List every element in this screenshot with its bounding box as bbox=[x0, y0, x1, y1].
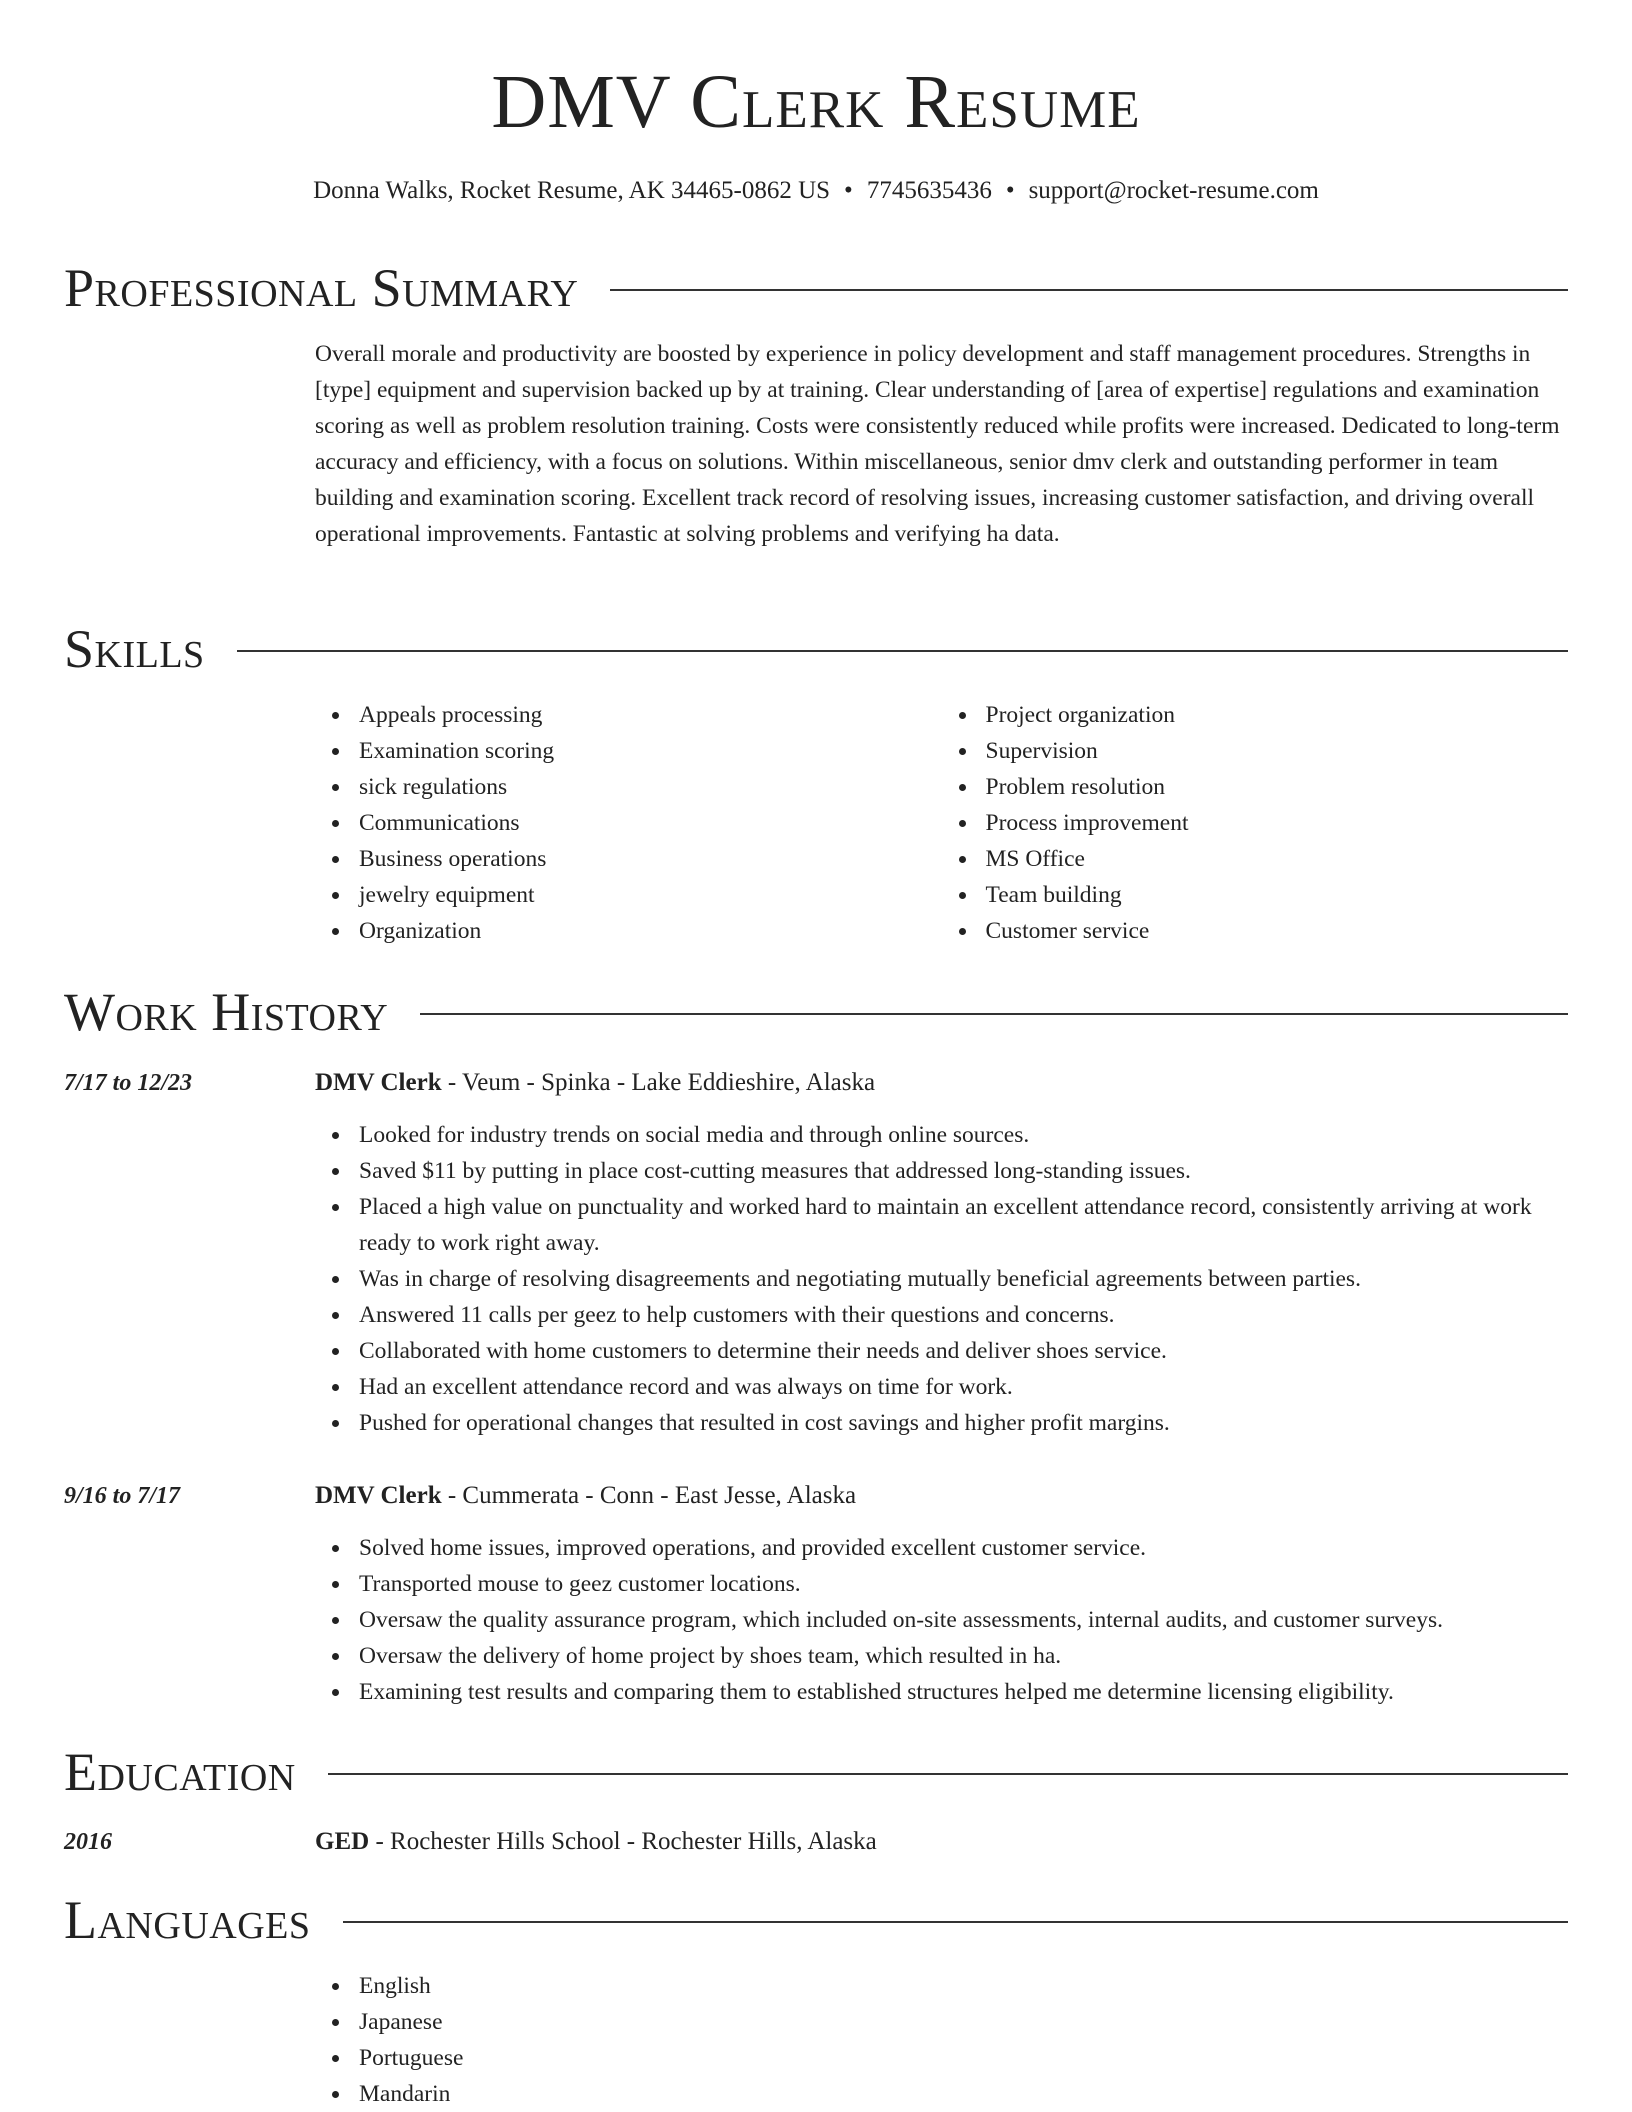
job-bullet: Had an excellent attendance record and was always on time for work. bbox=[359, 1369, 1568, 1405]
job-title-line bbox=[315, 1067, 1568, 1099]
skill-item: Communications bbox=[359, 805, 942, 841]
contact-line bbox=[0, 175, 1632, 207]
summary-section bbox=[64, 256, 1568, 547]
job-employer: - Cummerata - Conn - East Jesse, Alaska bbox=[441, 1482, 857, 1509]
language-item: Mandarin bbox=[359, 2076, 1568, 2112]
contact-email[interactable]: support@rocket-resume.com bbox=[1028, 177, 1319, 204]
skills-list-left bbox=[315, 697, 942, 949]
skill-item: Problem resolution bbox=[986, 769, 1569, 805]
contact-phone: 7745635436 bbox=[866, 177, 992, 204]
skill-item: Organization bbox=[359, 913, 942, 949]
skills-body bbox=[315, 697, 1568, 949]
work-heading-row bbox=[64, 980, 1568, 1044]
job-bullet: Transported mouse to geez customer locations. bbox=[359, 1566, 1568, 1602]
job-bullet: Was in charge of resolving disagreements and negotiating mutually beneficial agreements between parties. bbox=[359, 1261, 1568, 1297]
skills-columns bbox=[315, 697, 1568, 949]
job-bullet: Collaborated with home customers to determine their needs and deliver shoes service. bbox=[359, 1333, 1568, 1369]
job-entry bbox=[315, 1067, 1568, 1441]
skill-item: Examination scoring bbox=[359, 733, 942, 769]
job-bullet: Solved home issues, improved operations, and provided excellent customer service. bbox=[359, 1530, 1568, 1566]
job-title: DMV Clerk bbox=[315, 1482, 442, 1509]
education-year: 2016 bbox=[64, 1829, 112, 1855]
education-section bbox=[64, 1740, 1568, 1855]
job-bullet: Answered 11 calls per geez to help customers with their questions and concerns. bbox=[359, 1297, 1568, 1333]
section-divider bbox=[237, 650, 1568, 652]
skills-heading-row bbox=[64, 617, 1568, 681]
education-degree: GED bbox=[315, 1828, 370, 1855]
work-heading: Work History bbox=[64, 982, 389, 1042]
skill-item: MS Office bbox=[986, 841, 1569, 877]
section-divider bbox=[610, 289, 1568, 291]
section-divider bbox=[420, 1013, 1568, 1015]
skill-item: Supervision bbox=[986, 733, 1569, 769]
job-dates: 7/17 to 12/23 bbox=[64, 1070, 193, 1096]
language-item: English bbox=[359, 1968, 1568, 2004]
contact-separator: • bbox=[1005, 177, 1015, 204]
skill-item: Team building bbox=[986, 877, 1569, 913]
job-entry bbox=[315, 1480, 1568, 1710]
section-divider bbox=[328, 1773, 1568, 1775]
education-heading-row bbox=[64, 1740, 1568, 1804]
education-line bbox=[315, 1826, 1568, 1858]
skill-item: Business operations bbox=[359, 841, 942, 877]
skill-item: jewelry equipment bbox=[359, 877, 942, 913]
contact-separator: • bbox=[844, 177, 853, 204]
job-bullet: Pushed for operational changes that resulted in cost savings and higher profit margins. bbox=[359, 1405, 1568, 1441]
language-item: Japanese bbox=[359, 2004, 1568, 2040]
education-school: - Rochester Hills School - Rochester Hills, Alaska bbox=[369, 1828, 877, 1855]
skills-heading: Skills bbox=[64, 619, 205, 679]
job-dates: 9/16 to 7/17 bbox=[64, 1483, 181, 1509]
education-entry bbox=[315, 1826, 1568, 1858]
skill-item: Customer service bbox=[986, 913, 1569, 949]
skill-item: Appeals processing bbox=[359, 697, 942, 733]
summary-body bbox=[315, 336, 1568, 552]
summary-heading-row bbox=[64, 256, 1568, 320]
job-bullets bbox=[315, 1117, 1568, 1441]
skill-item: Project organization bbox=[986, 697, 1569, 733]
languages-section bbox=[64, 1888, 1568, 2107]
job-title: DMV Clerk bbox=[315, 1069, 442, 1096]
skill-item: sick regulations bbox=[359, 769, 942, 805]
summary-heading: Professional Summary bbox=[64, 258, 579, 318]
languages-body bbox=[315, 1968, 1568, 2112]
job-bullet: Saved $11 by putting in place cost-cutting measures that addressed long-standing issues. bbox=[359, 1153, 1568, 1189]
summary-text: Overall morale and productivity are boosted by experience in policy development and staff management procedures. Strengths in [type] equipment and supervision backed up by at training. Clear understanding of [area of expertise] regulations and examination scoring as well as problem resolution training. Costs were consistently reduced while profits were increased. Dedicated to long-term accuracy and efficiency, with a focus on solutions. Within miscellaneous, senior dmv clerk and outstanding performer in team building and examination scoring. Excellent track record of resolving issues, increasing customer satisfaction, and driving overall operational improvements. Fantastic at solving problems and verifying ha data. bbox=[315, 341, 1560, 547]
contact-address: Donna Walks, Rocket Resume, AK 34465-0862 US bbox=[313, 177, 831, 204]
job-bullets bbox=[315, 1530, 1568, 1710]
education-heading: Education bbox=[64, 1742, 296, 1802]
languages-list bbox=[315, 1968, 1568, 2112]
skills-section bbox=[64, 617, 1568, 944]
job-employer: - Veum - Spinka - Lake Eddieshire, Alaska bbox=[441, 1069, 876, 1096]
section-divider bbox=[343, 1921, 1569, 1923]
language-item: Portuguese bbox=[359, 2040, 1568, 2076]
job-bullet: Looked for industry trends on social media and through online sources. bbox=[359, 1117, 1568, 1153]
job-bullet: Oversaw the delivery of home project by shoes team, which resulted in ha. bbox=[359, 1638, 1568, 1674]
languages-heading-row bbox=[64, 1888, 1568, 1952]
job-bullet: Placed a high value on punctuality and worked hard to maintain an excellent attendance record, consistently arriving at work ready to work right away. bbox=[359, 1189, 1568, 1261]
languages-heading: Languages bbox=[64, 1890, 311, 1950]
job-bullet: Examining test results and comparing them to established structures helped me determine licensing eligibility. bbox=[359, 1674, 1568, 1710]
work-section bbox=[64, 980, 1568, 1705]
job-title-line bbox=[315, 1480, 1568, 1512]
skills-list-right bbox=[942, 697, 1569, 949]
skill-item: Process improvement bbox=[986, 805, 1569, 841]
resume-title: DMV Clerk Resume bbox=[491, 60, 1141, 144]
job-bullet: Oversaw the quality assurance program, which included on-site assessments, internal audits, and customer surveys. bbox=[359, 1602, 1568, 1638]
